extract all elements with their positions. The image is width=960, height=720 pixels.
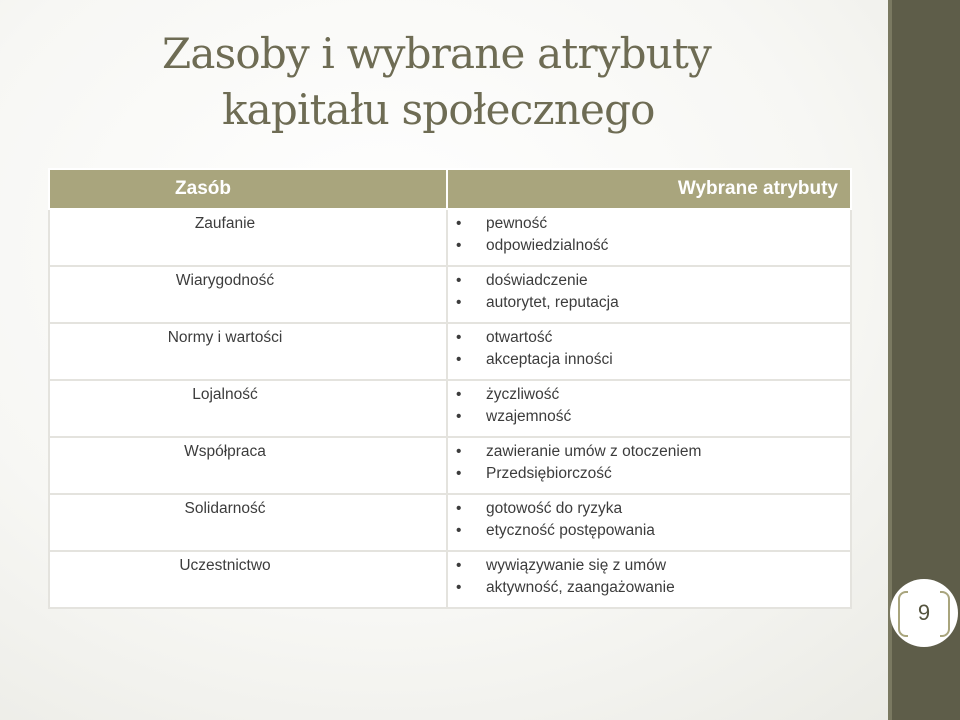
attribute-list xyxy=(448,384,850,428)
table-row xyxy=(49,209,851,266)
table-row xyxy=(49,266,851,323)
header-attributes: Wybrane atrybuty xyxy=(447,169,851,209)
attribute-item: • autorytet, reputacja xyxy=(456,292,850,314)
attribute-list xyxy=(448,441,850,485)
attribute-item: • akceptacja inności xyxy=(456,349,850,371)
attribute-item: • zawieranie umów z otoczeniem xyxy=(456,441,850,463)
attribute-list xyxy=(448,213,850,257)
attribute-item: • życzliwość xyxy=(456,384,850,406)
attribute-item: • Przedsiębiorczość xyxy=(456,463,850,485)
attribute-item: • aktywność, zaangażowanie xyxy=(456,577,850,599)
resource-cell: Wiarygodność xyxy=(49,266,447,323)
resource-cell: Lojalność xyxy=(49,380,447,437)
slide-title xyxy=(162,26,862,138)
table-row xyxy=(49,551,851,608)
attributes-cell xyxy=(447,437,851,494)
attribute-item: • odpowiedzialność xyxy=(456,235,850,257)
resource-cell: Normy i wartości xyxy=(49,323,447,380)
attribute-item: • otwartość xyxy=(456,327,850,349)
attribute-item: • gotowość do ryzyka xyxy=(456,498,850,520)
attribute-item: • wzajemność xyxy=(456,406,850,428)
table-row xyxy=(49,437,851,494)
attributes-cell xyxy=(447,380,851,437)
attributes-cell xyxy=(447,209,851,266)
header-resource: Zasób xyxy=(49,169,447,209)
attribute-list xyxy=(448,270,850,314)
attribute-item: • doświadczenie xyxy=(456,270,850,292)
page-number: 9 xyxy=(896,585,952,641)
resource-cell: Solidarność xyxy=(49,494,447,551)
attribute-item: • etyczność postępowania xyxy=(456,520,850,542)
resource-cell: Współpraca xyxy=(49,437,447,494)
table-row xyxy=(49,494,851,551)
attributes-cell xyxy=(447,266,851,323)
resources-table xyxy=(48,168,852,609)
attribute-item: • pewność xyxy=(456,213,850,235)
table-row xyxy=(49,380,851,437)
attributes-cell xyxy=(447,494,851,551)
table-row xyxy=(49,323,851,380)
attribute-item: • wywiązywanie się z umów xyxy=(456,555,850,577)
attribute-list xyxy=(448,327,850,371)
attribute-list xyxy=(448,498,850,542)
resource-cell: Uczestnictwo xyxy=(49,551,447,608)
title-line-2: kapitału społecznego xyxy=(222,85,655,134)
resource-cell: Zaufanie xyxy=(49,209,447,266)
table-header-row xyxy=(49,169,851,209)
attributes-cell xyxy=(447,551,851,608)
attributes-cell xyxy=(447,323,851,380)
attribute-list xyxy=(448,555,850,599)
title-line-1: Zasoby i wybrane atrybuty xyxy=(162,29,712,78)
